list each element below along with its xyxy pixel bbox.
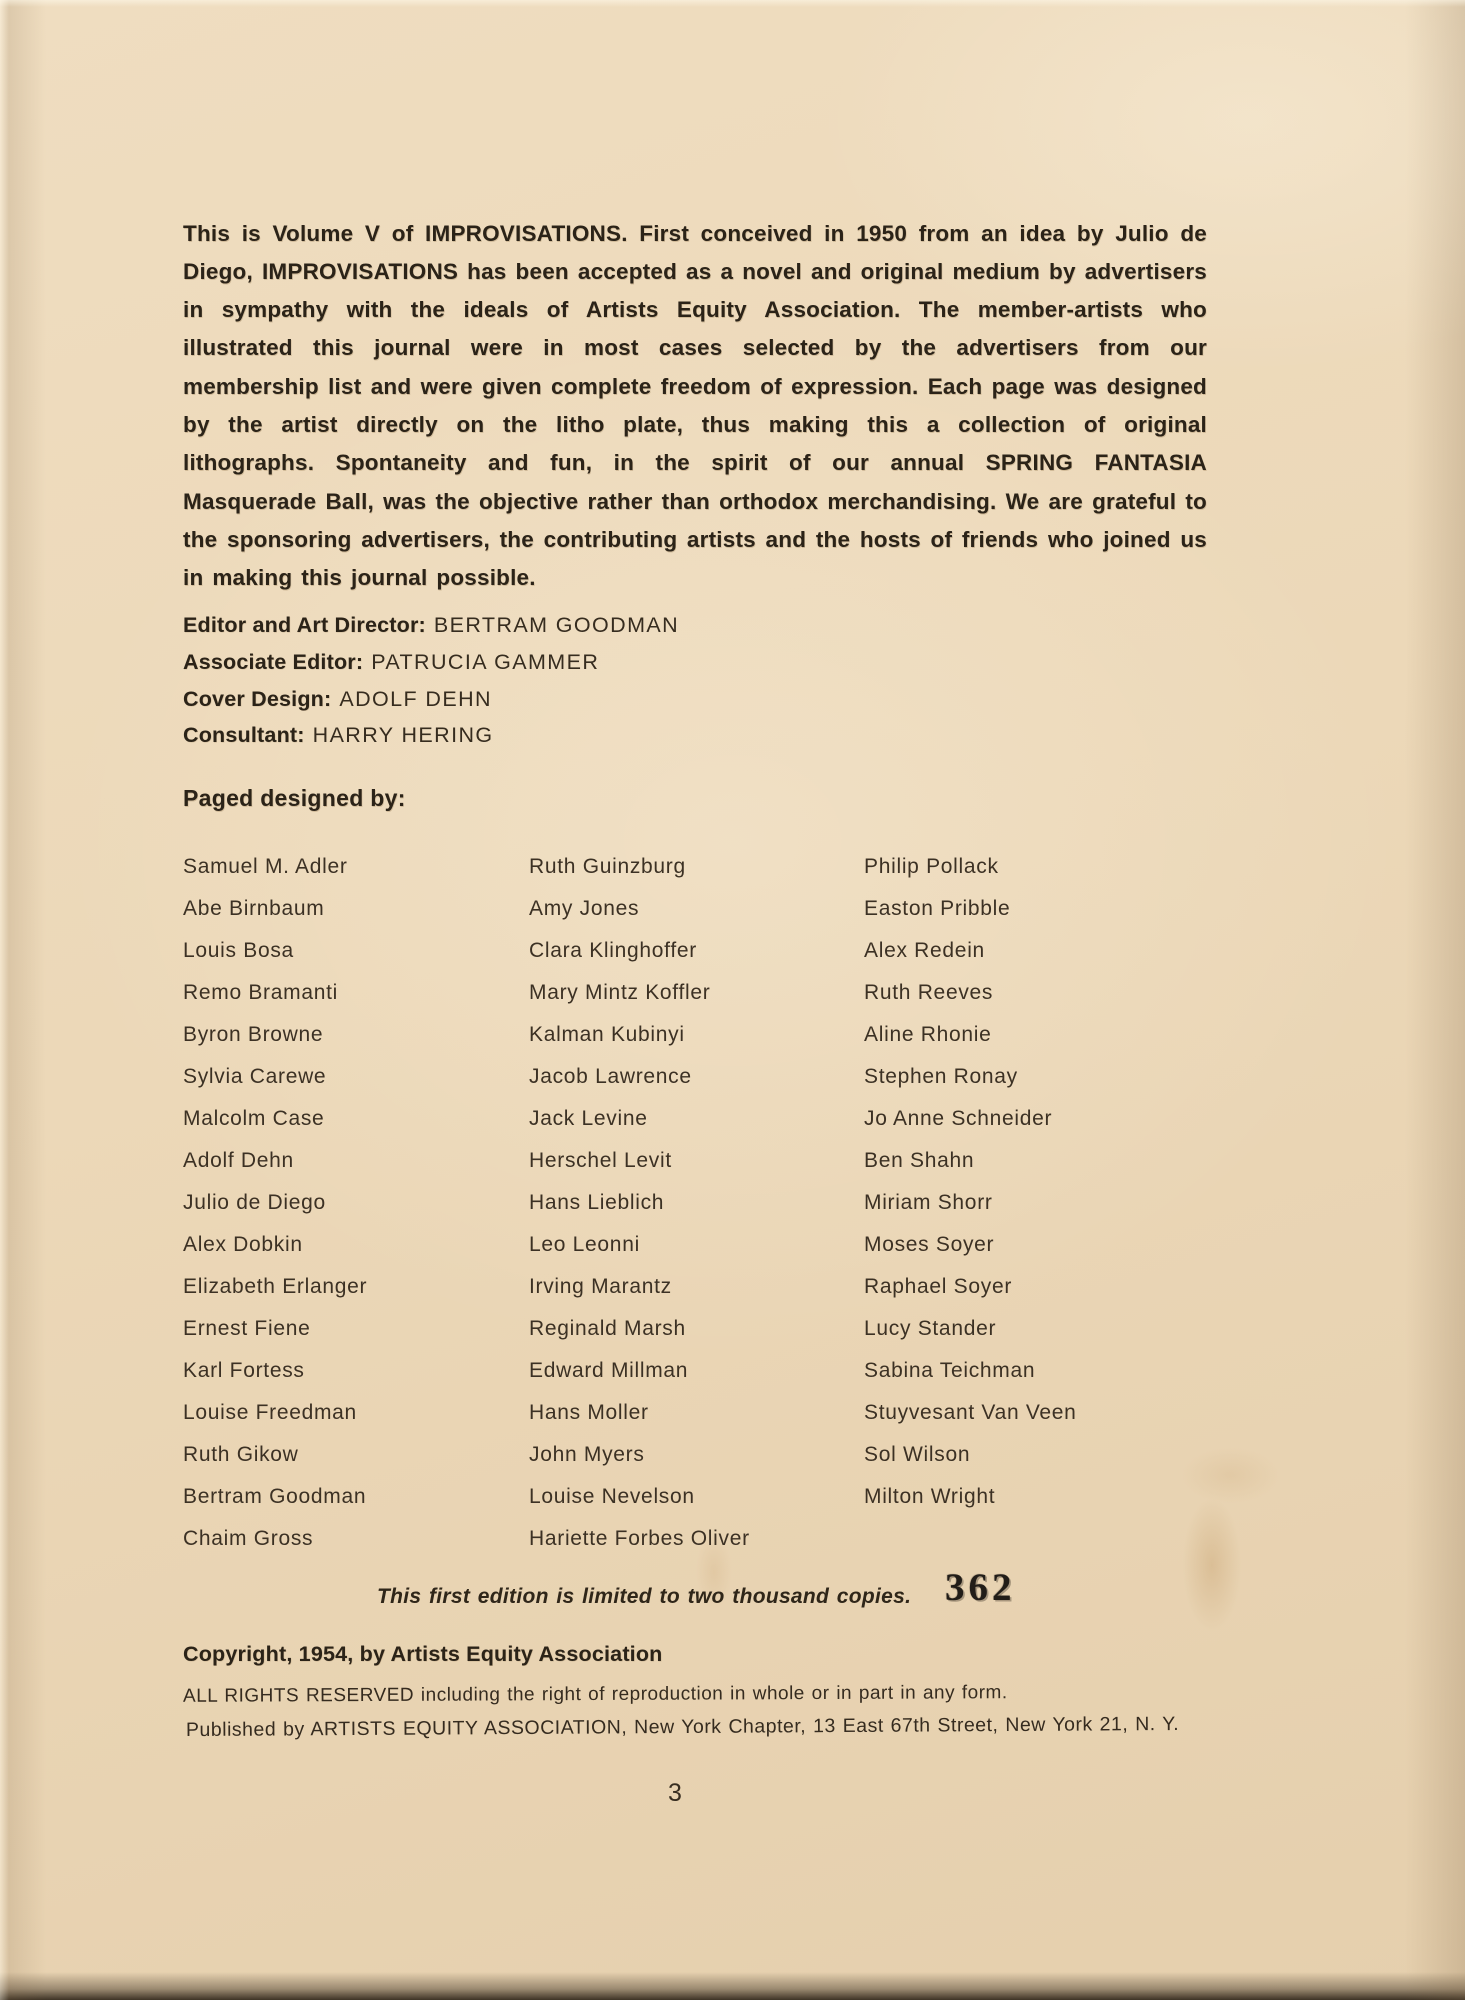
designer-name: Miriam Shorr <box>864 1191 993 1214</box>
credit-name: BERTRAM GOODMAN <box>433 613 680 637</box>
credit-label: Associate Editor: <box>183 649 364 674</box>
credit-row <box>183 681 679 718</box>
designer-name: Herschel Levit <box>529 1149 672 1172</box>
designer-name: Hans Lieblich <box>529 1191 665 1214</box>
designer-name: Ruth Gikow <box>183 1443 299 1466</box>
designer-name: John Myers <box>529 1443 645 1466</box>
designer-name: Chaim Gross <box>183 1527 314 1550</box>
designer-name: Samuel M. Adler <box>183 855 348 878</box>
pages-designed-heading: Paged designed by: <box>183 785 406 811</box>
designer-name: Irving Marantz <box>529 1275 672 1298</box>
credit-name: PATRUCIA GAMMER <box>371 649 600 674</box>
designer-name: Milton Wright <box>864 1485 996 1508</box>
designer-column-2 <box>529 846 750 1560</box>
designer-column-1 <box>183 846 367 1560</box>
designer-name: Philip Pollack <box>864 855 999 878</box>
intro-paragraph: This is Volume V of IMPROVISATIONS. First conceived in 1950 from an idea by Julio de Diego, IMPROVISATIONS has been accepted as a novel and original medium by advertisers in sympathy with the ideals of Artists Equity Association. The member-artists who illustrated this journal were in most cases selected by the advertisers from our membership list and were given complete freedom of expression. Each page was designed by the artist directly on the litho plate, thus making this a collection of original lithographs. Spontaneity and fun, in the spirit of our annual SPRING FANTASIA Masquerade Ball, was the objective rather than orthodox merchandising. We are grateful to the sponsoring advertisers, the contributing artists and the hosts of friends who joined us in making this journal possible. <box>183 220 1207 591</box>
designer-name: Bertram Goodman <box>183 1485 367 1508</box>
credit-label: Editor and Art Director: <box>183 613 426 637</box>
designer-name: Louise Nevelson <box>529 1485 695 1508</box>
credits-block <box>183 607 679 754</box>
designer-name: Hariette Forbes Oliver <box>529 1527 750 1550</box>
designer-name: Alex Dobkin <box>183 1233 303 1256</box>
designer-name: Louise Freedman <box>183 1401 357 1424</box>
designer-name: Clara Klinghoffer <box>529 939 697 962</box>
designer-name: Sylvia Carewe <box>183 1065 327 1088</box>
designer-name: Ruth Guinzburg <box>529 855 686 878</box>
page-number: 3 <box>668 1779 682 1807</box>
designer-name: Reginald Marsh <box>529 1317 686 1340</box>
designer-name: Ben Shahn <box>864 1149 975 1172</box>
designer-name: Mary Mintz Koffler <box>529 981 711 1004</box>
designer-name: Remo Bramanti <box>183 981 338 1004</box>
credit-label: Cover Design: <box>183 686 332 711</box>
designer-name: Stephen Ronay <box>864 1065 1018 1088</box>
designer-name: Sabina Teichman <box>864 1359 1036 1382</box>
designer-name: Kalman Kubinyi <box>529 1023 685 1046</box>
designer-name: Lucy Stander <box>864 1317 997 1340</box>
designer-name: Elizabeth Erlanger <box>183 1275 368 1298</box>
credit-row <box>183 644 679 681</box>
designer-name: Amy Jones <box>529 897 640 920</box>
copyright-line: Copyright, 1954, by Artists Equity Association <box>183 1642 663 1666</box>
designer-name: Jack Levine <box>529 1107 648 1130</box>
designer-name: Jo Anne Schneider <box>864 1107 1053 1130</box>
designer-name: Sol Wilson <box>864 1443 971 1466</box>
credit-label: Consultant: <box>183 723 305 748</box>
credit-name: HARRY HERING <box>312 723 494 748</box>
published-by-line: Published by ARTISTS EQUITY ASSOCIATION, New York Chapter, 13 East 67th Street, New York 21, N. Y. <box>185 1712 1180 1742</box>
designer-name: Aline Rhonie <box>864 1023 992 1046</box>
edition-number-stamp: 362 <box>945 1566 1016 1609</box>
designer-name: Karl Fortess <box>183 1359 305 1382</box>
credit-row <box>183 607 679 644</box>
designer-name: Raphael Soyer <box>864 1275 1013 1298</box>
designer-name: Alex Redein <box>864 939 985 962</box>
designer-name: Moses Soyer <box>864 1233 995 1256</box>
credit-row <box>183 717 679 754</box>
designer-name: Hans Moller <box>529 1401 649 1424</box>
designer-name: Stuyvesant Van Veen <box>864 1401 1077 1424</box>
designer-name: Ruth Reeves <box>864 981 994 1004</box>
designer-name: Louis Bosa <box>183 939 294 962</box>
designer-name: Byron Browne <box>183 1023 324 1046</box>
designer-name: Edward Millman <box>529 1359 689 1382</box>
designer-name: Abe Birnbaum <box>183 897 325 920</box>
designer-name: Leo Leonni <box>529 1233 640 1256</box>
designer-name: Malcolm Case <box>183 1107 325 1130</box>
designer-name: Ernest Fiene <box>183 1317 311 1340</box>
designer-name: Adolf Dehn <box>183 1149 294 1172</box>
rights-reserved-line: ALL RIGHTS RESERVED including the right of reproduction in whole or in part in any form. <box>182 1682 1008 1707</box>
credit-name: ADOLF DEHN <box>339 686 492 711</box>
designer-name: Jacob Lawrence <box>529 1065 692 1088</box>
designer-column-3 <box>864 846 1077 1518</box>
designer-name: Julio de Diego <box>183 1191 326 1214</box>
edition-note: This first edition is limited to two thousand copies. <box>377 1585 912 1608</box>
designer-name: Easton Pribble <box>864 897 1011 920</box>
